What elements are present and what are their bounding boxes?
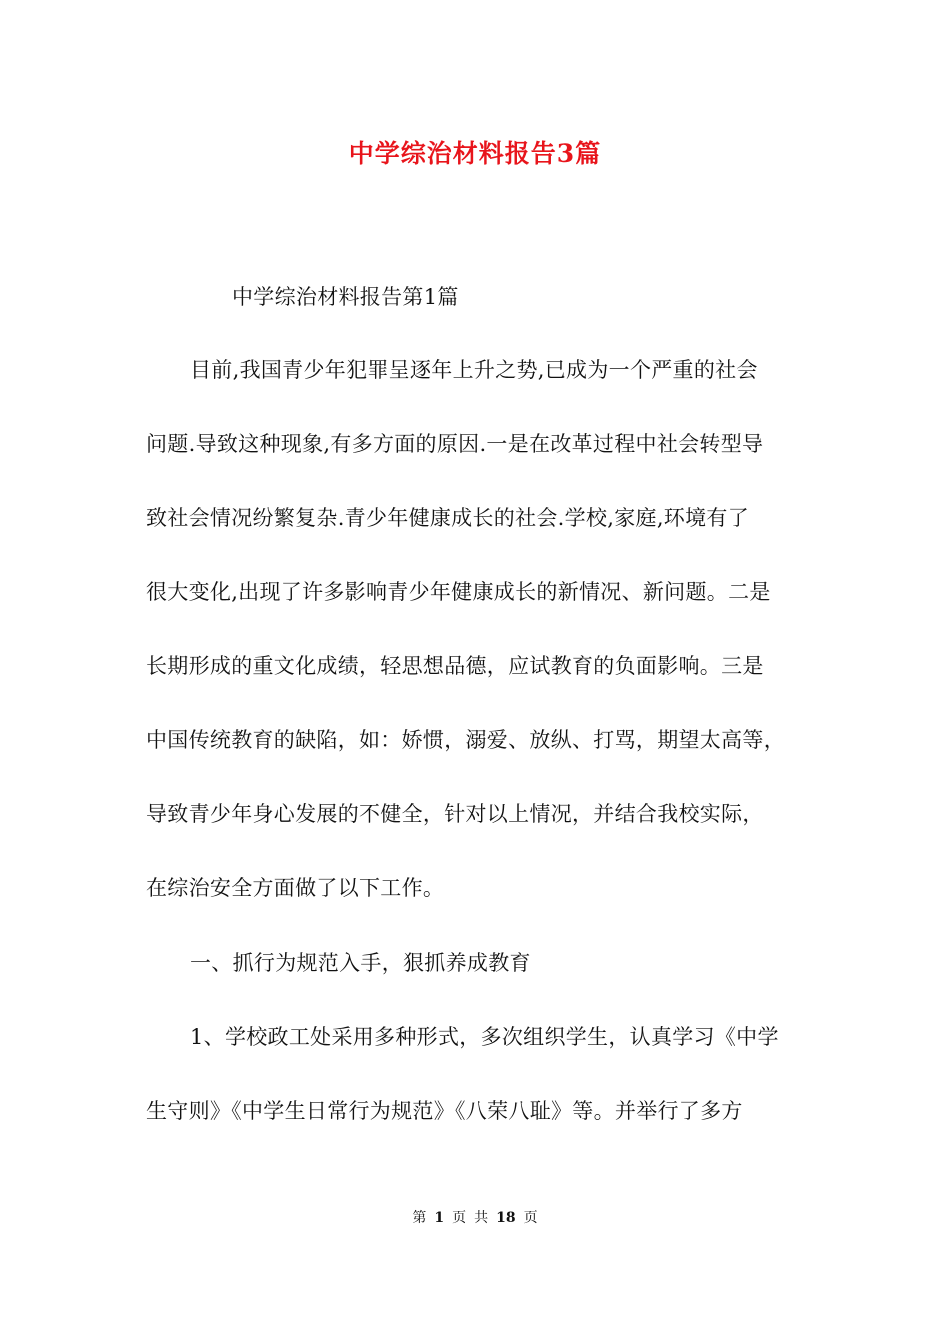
footer-page-word: 页 — [452, 1210, 467, 1226]
footer-prefix: 第 — [412, 1210, 427, 1226]
paragraph-line: 导致青少年身心发展的不健全，针对以上情况，并结合我校实际， — [146, 802, 764, 826]
footer-total-pages: 18 — [496, 1210, 516, 1226]
paragraph-line: 长期形成的重文化成绩，轻思想品德，应试教育的负面影响。三是 — [146, 654, 764, 678]
document-title: 中学综治材料报告3篇 — [348, 139, 602, 168]
paragraph-line: 生守则》《中学生日常行为规范》《八荣八耻》等。并举行了多方 — [146, 1099, 743, 1123]
paragraph-line: 问题.导致这种现象,有多方面的原因.一是在改革过程中社会转型导 — [146, 432, 764, 456]
footer-total-word: 共 — [474, 1210, 489, 1226]
paragraph-line: 中国传统教育的缺陷，如：娇惯，溺爱、放纵、打骂，期望太高等， — [146, 728, 785, 752]
page-footer — [0, 1208, 950, 1228]
subsection-heading: 一、抓行为规范入手，狠抓养成教育 — [190, 951, 531, 975]
footer-suffix: 页 — [523, 1210, 538, 1226]
paragraph-line: 1、学校政工处采用多种形式，多次组织学生，认真学习《中学 — [190, 1025, 779, 1049]
paragraph-line: 很大变化,出现了许多影响青少年健康成长的新情况、新问题。二是 — [146, 580, 771, 604]
paragraph-line: 目前,我国青少年犯罪呈逐年上升之势,已成为一个严重的社会 — [190, 358, 758, 382]
section-heading: 中学综治材料报告第1篇 — [232, 285, 459, 309]
footer-current-page: 1 — [434, 1210, 445, 1226]
paragraph-line: 在综治安全方面做了以下工作。 — [146, 876, 445, 900]
paragraph-line: 致社会情况纷繁复杂.青少年健康成长的社会.学校,家庭,环境有了 — [146, 506, 749, 530]
